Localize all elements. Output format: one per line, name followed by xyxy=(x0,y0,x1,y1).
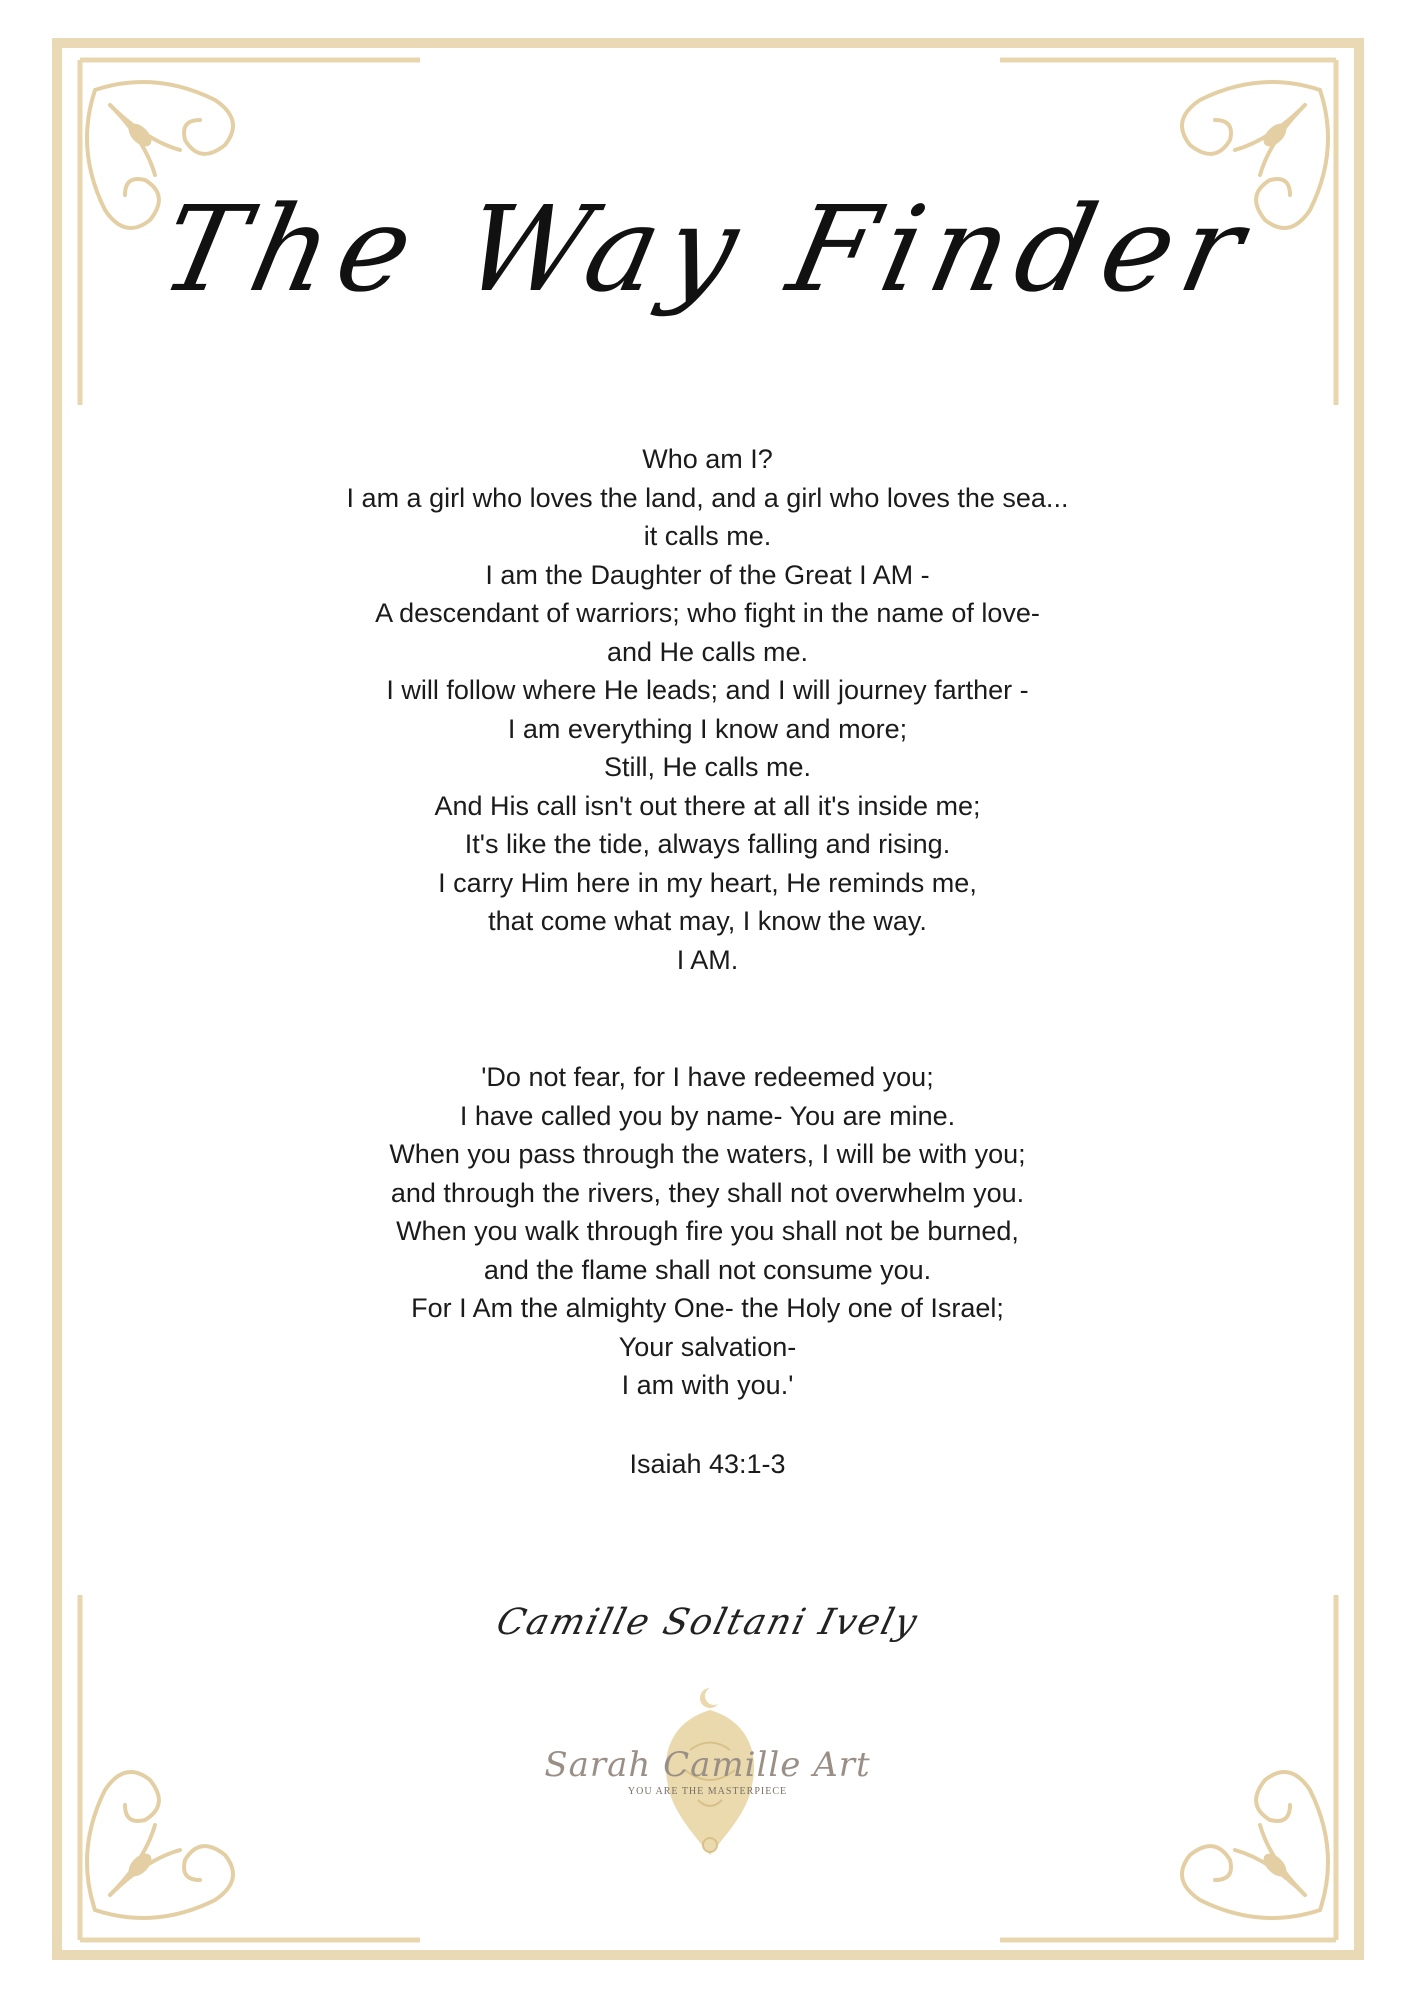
scripture-quote xyxy=(0,1058,1415,1405)
scripture-line: 'Do not fear, for I have redeemed you; xyxy=(481,1062,934,1092)
poem-line: I AM. xyxy=(676,944,739,975)
scripture-reference: Isaiah 43:1-3 xyxy=(629,1449,786,1479)
poem-line: It's like the tide, always falling and rising. xyxy=(464,829,951,859)
poem-line: it calls me. xyxy=(643,521,772,551)
poem-line: A descendant of warriors; who fight in the name of love- xyxy=(375,598,1040,628)
author-signature: Camille Soltani Ively xyxy=(492,1602,923,1643)
poem-title: The Way Finder xyxy=(150,180,1265,318)
scripture-line: and the flame shall not consume you. xyxy=(483,1254,932,1285)
scripture-line: I am with you.' xyxy=(621,1370,794,1400)
scripture-line: For I Am the almighty One- the Holy one of Israel; xyxy=(411,1293,1004,1323)
scripture-line: When you pass through the waters, I will be with you; xyxy=(389,1139,1026,1169)
poem-line: Still, He calls me. xyxy=(603,752,812,782)
poem-line: that come what may, I know the way. xyxy=(488,906,927,936)
scripture-line: When you walk through fire you shall not be burned, xyxy=(396,1216,1019,1246)
brand-logo-tagline: YOU ARE THE MASTERPIECE xyxy=(627,1786,788,1797)
poem-line: I am a girl who loves the land, and a girl who loves the sea... xyxy=(346,482,1069,513)
poem-line: and He calls me. xyxy=(606,636,809,667)
brand-logo-name: Sarah Camille Art xyxy=(544,1745,871,1785)
scripture-line: and through the rivers, they shall not overwhelm you. xyxy=(390,1177,1025,1208)
poem-line: And His call isn't out there at all it's inside me; xyxy=(434,790,981,821)
scripture-line: Your salvation- xyxy=(618,1331,797,1362)
scripture-line: I have called you by name- You are mine. xyxy=(459,1100,956,1131)
poem-stanza xyxy=(0,440,1415,979)
poem-line: I am the Daughter of the Great I AM - xyxy=(485,559,930,590)
poem-line: Who am I? xyxy=(642,444,773,474)
poem-line: I will follow where He leads; and I will journey farther - xyxy=(386,675,1029,705)
poem-line: I am everything I know and more; xyxy=(507,713,908,744)
poem-line: I carry Him here in my heart, He reminds me, xyxy=(438,867,977,898)
